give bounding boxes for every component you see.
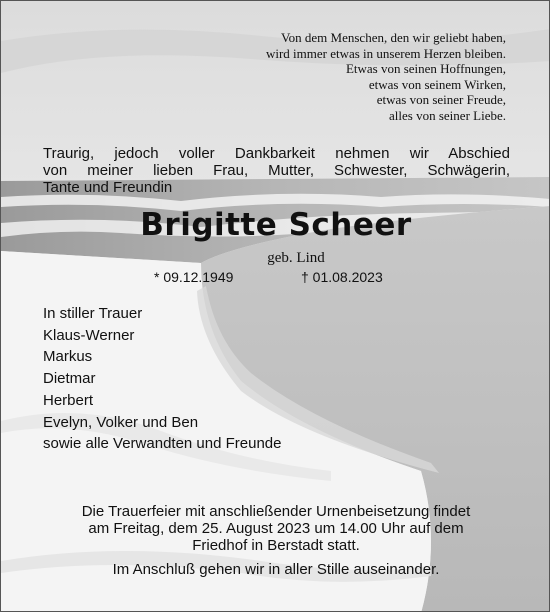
poem-line: etwas von seiner Freude, (376, 92, 506, 108)
birth-date: * 09.12.1949 (154, 269, 234, 285)
mourner-line: Klaus-Werner (43, 326, 135, 344)
poem-line: wird immer etwas in unserem Herzen bleiben. (265, 45, 506, 61)
closing-line: Im Anschluß gehen wir in aller Stille auseinander. (112, 561, 440, 578)
intro-line: von meiner lieben Frau, Mutter, Schwester, Schwägerin, (43, 162, 510, 179)
mourner-line: Markus (43, 348, 93, 366)
deceased-name: Brigitte Scheer (140, 207, 412, 243)
mourner-line: sowie alle Verwandten und Freunde (43, 435, 282, 453)
poem (186, 30, 506, 124)
intro-text (43, 145, 510, 196)
poem-line: alles von seiner Liebe. (389, 107, 506, 123)
funeral-notice (1, 503, 550, 578)
poem-line: Etwas von seinen Hoffnungen, (345, 61, 506, 77)
mourner-line: Evelyn, Volker und Ben (43, 413, 199, 431)
mourner-line: In stiller Trauer (43, 305, 143, 322)
mourners-list (43, 303, 282, 455)
mourner-line: Herbert (43, 391, 94, 409)
mourner-line: Dietmar (43, 370, 96, 388)
maiden-name: geb. Lind (267, 250, 325, 266)
funeral-line: Friedhof in Berstadt statt. (192, 537, 360, 554)
intro-line: Traurig, jedoch voller Dankbarkeit nehmen wir Abschied (43, 145, 510, 162)
intro-line: Tante und Freundin (43, 179, 173, 196)
funeral-line: am Freitag, dem 25. August 2023 um 14.00 Uhr auf dem (88, 520, 464, 537)
poem-line: Von dem Menschen, den wir geliebt haben, (280, 30, 506, 45)
funeral-line: Die Trauerfeier mit anschließender Urnenbeisetzung findet (81, 503, 471, 520)
death-date: † 01.08.2023 (301, 269, 383, 285)
poem-line: etwas von seinem Wirken, (368, 76, 506, 92)
